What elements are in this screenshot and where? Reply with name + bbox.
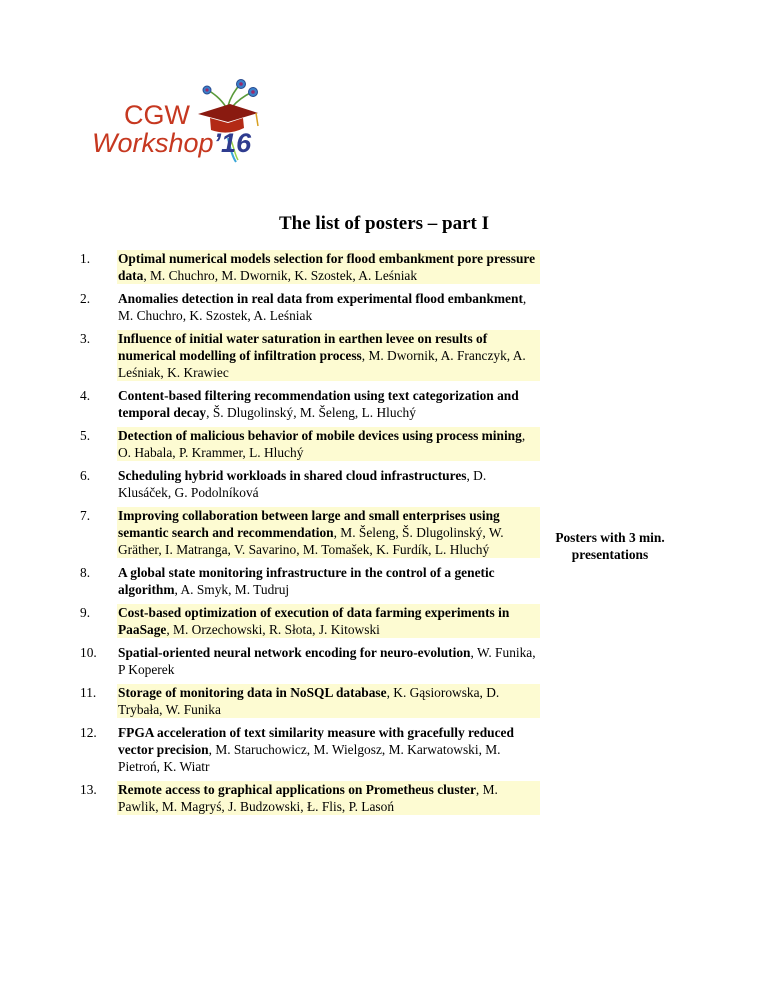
poster-title: Spatial-oriented neural network encoding for neuro-evolution — [118, 645, 471, 660]
poster-item — [80, 507, 540, 558]
poster-title: Remote access to graphical applications on Prometheus cluster — [118, 782, 476, 797]
poster-authors: , D. Klusáček, G. Podolníková — [118, 468, 487, 500]
poster-number: 6. — [80, 468, 91, 483]
poster-item — [80, 684, 540, 718]
poster-text — [117, 781, 540, 815]
poster-text — [117, 250, 540, 284]
poster-number: 1. — [80, 251, 91, 266]
poster-number: 12. — [80, 725, 97, 740]
poster-text — [117, 387, 540, 421]
poster-item — [80, 564, 540, 598]
poster-text — [117, 467, 540, 501]
poster-number: 4. — [80, 388, 91, 403]
poster-authors: , M. Šeleng, Š. Dlugolinský, W. Gräther, I. Matranga, V. Savarino, M. Tomašek, K. Furdík, L. Hluchý — [118, 525, 504, 557]
poster-authors: , M. Orzechowski, R. Słota, J. Kitowski — [166, 622, 380, 637]
poster-title: Detection of malicious behavior of mobile devices using process mining — [118, 428, 522, 443]
poster-item — [80, 644, 540, 678]
poster-title: Content-based filtering recommendation using text categorization and temporal decay — [118, 388, 519, 420]
logo-text-workshop: Workshop’16 — [92, 128, 252, 158]
poster-authors: , Š. Dlugolinský, M. Šeleng, L. Hluchý — [206, 405, 416, 420]
poster-title: Cost-based optimization of execution of data farming experiments in PaaSage — [118, 605, 510, 637]
poster-title: Anomalies detection in real data from experimental flood embankment — [118, 291, 523, 306]
poster-text — [117, 684, 540, 718]
poster-number: 2. — [80, 291, 91, 306]
poster-text — [117, 427, 540, 461]
page-title: The list of posters – part I — [278, 213, 490, 234]
side-note: Posters with 3 min. presentations — [555, 530, 665, 562]
poster-authors: , M. Dwornik, A. Franczyk, A. Leśniak, K. Krawiec — [118, 348, 526, 380]
poster-item — [80, 387, 540, 421]
poster-title: Optimal numerical models selection for flood embankment pore pressure data — [118, 251, 536, 283]
poster-number: 7. — [80, 508, 91, 523]
poster-number: 11. — [80, 685, 97, 700]
poster-authors: , W. Funika, P Koperek — [118, 645, 536, 677]
poster-authors: , O. Habala, P. Krammer, L. Hluchý — [118, 428, 526, 460]
poster-item — [80, 781, 540, 815]
poster-authors: , K. Gąsiorowska, D. Trybała, W. Funika — [118, 685, 500, 717]
poster-number: 10. — [80, 645, 97, 660]
poster-text — [117, 724, 540, 775]
poster-list — [80, 250, 540, 821]
poster-number: 3. — [80, 331, 91, 346]
poster-item — [80, 724, 540, 775]
poster-text — [117, 644, 540, 678]
poster-number: 9. — [80, 605, 91, 620]
poster-title: Storage of monitoring data in NoSQL database — [118, 685, 387, 700]
poster-item — [80, 290, 540, 324]
poster-authors: , M. Pawlik, M. Magryś, J. Budzowski, Ł. Flis, P. Lasoń — [118, 782, 498, 814]
poster-title: FPGA acceleration of text similarity measure with gracefully reduced vector precision — [118, 725, 514, 757]
poster-number: 8. — [80, 565, 91, 580]
poster-text — [117, 564, 540, 598]
poster-title: Scheduling hybrid workloads in shared cloud infrastructures — [118, 468, 467, 483]
poster-authors: , M. Staruchowicz, M. Wielgosz, M. Karwatowski, M. Pietroń, K. Wiatr — [118, 742, 501, 774]
poster-item — [80, 250, 540, 284]
poster-text — [117, 330, 540, 381]
poster-number: 5. — [80, 428, 91, 443]
poster-title: Improving collaboration between large and small enterprises using semantic search and recommendation — [118, 508, 500, 540]
poster-title: A global state monitoring infrastructure in the control of a genetic algorithm — [118, 565, 495, 597]
poster-text — [117, 290, 540, 324]
poster-authors: , A. Smyk, M. Tudruj — [174, 582, 290, 597]
poster-text — [117, 507, 540, 558]
poster-authors: , M. Chuchro, M. Dwornik, K. Szostek, A. Leśniak — [143, 268, 418, 283]
poster-text — [117, 604, 540, 638]
poster-number: 13. — [80, 782, 97, 797]
poster-item — [80, 467, 540, 501]
poster-item — [80, 330, 540, 381]
workshop-logo — [80, 78, 285, 168]
poster-item — [80, 604, 540, 638]
logo-text-cgw: CGW — [124, 100, 190, 130]
poster-authors: , M. Chuchro, K. Szostek, A. Leśniak — [118, 291, 527, 323]
logo-year: ’16 — [213, 128, 252, 158]
poster-item — [80, 427, 540, 461]
poster-title: Influence of initial water saturation in earthen levee on results of numerical modelling of infiltration process — [118, 331, 488, 363]
